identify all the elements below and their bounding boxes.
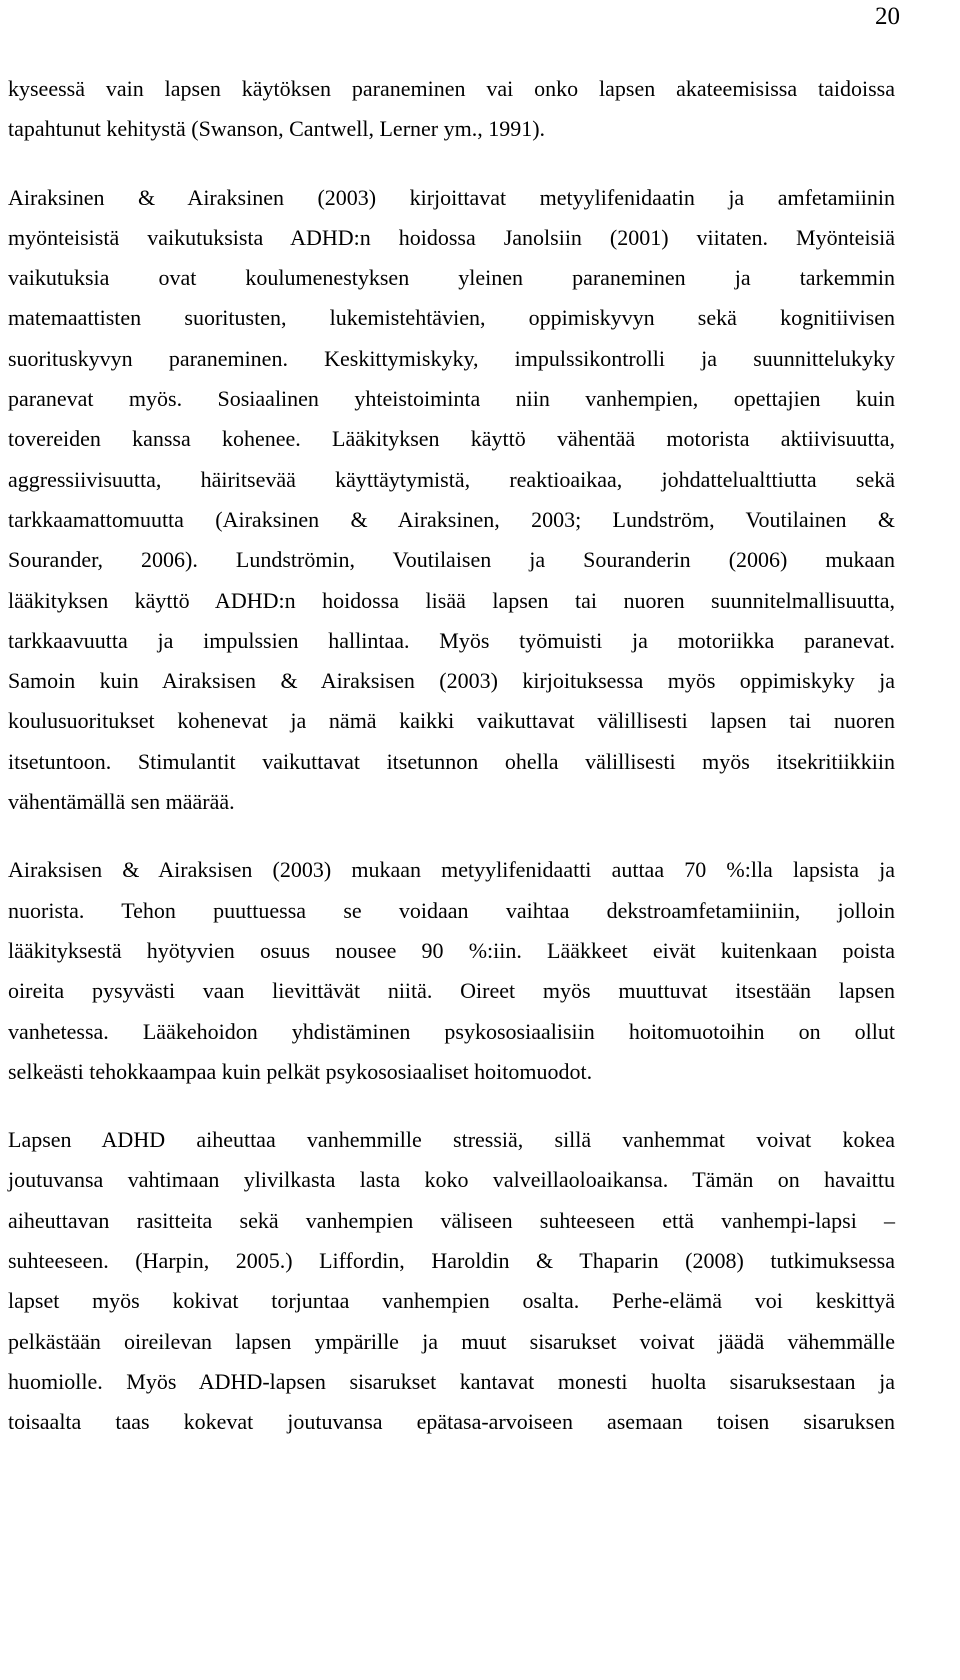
text-line: vanhetessa. Lääkehoidon yhdistäminen psykososiaalisiin hoitomuotoihin on ollut xyxy=(8,1018,895,1044)
text-line: lapset myös kokivat torjuntaa vanhempien osalta. Perhe-elämä voi keskittyä xyxy=(8,1288,895,1314)
text-line: Lapsen ADHD aiheuttaa vanhemmille stressiä, sillä vanhemmat voivat kokea xyxy=(8,1127,895,1153)
text-line: selkeästi tehokkaampaa kuin pelkät psykososiaaliset hoitomuodot. xyxy=(8,1058,593,1084)
paragraph-gap xyxy=(8,822,895,850)
paragraph xyxy=(8,178,895,823)
text-line: nuorista. Tehon puuttuessa se voidaan vaihtaa dekstroamfetamiiniin, jolloin xyxy=(8,897,895,923)
text-line: suhteeseen. (Harpin, 2005.) Liffordin, Haroldin & Thaparin (2008) tutkimuksessa xyxy=(8,1248,895,1274)
paragraph xyxy=(8,1120,895,1442)
body-text xyxy=(8,69,895,1443)
text-line: huomiolle. Myös ADHD-lapsen sisarukset kantavat monesti huolta sisaruksestaan ja xyxy=(8,1368,895,1394)
text-line: Samoin kuin Airaksisen & Airaksisen (2003) kirjoituksessa myös oppimiskyky ja xyxy=(8,668,895,694)
text-line: Airaksisen & Airaksisen (2003) mukaan metyylifenidaatti auttaa 70 %:lla lapsista ja xyxy=(8,857,895,883)
text-line: oireita pysyvästi vaan lievittävät niitä. Oireet myös muuttuvat itsestään lapsen xyxy=(8,978,895,1004)
text-line: tapahtunut kehitystä (Swanson, Cantwell, Lerner ym., 1991). xyxy=(8,116,546,142)
paragraph xyxy=(8,69,895,150)
text-line: vähentämällä sen määrää. xyxy=(8,789,235,815)
text-line: aiheuttavan rasitteita sekä vanhempien väliseen suhteeseen että vanhempi-lapsi – xyxy=(8,1207,895,1233)
text-line: tovereiden kanssa kohenee. Lääkityksen käyttö vähentää motorista aktiivisuutta, xyxy=(8,426,895,452)
text-line: Airaksinen & Airaksinen (2003) kirjoittavat metyylifenidaatin ja amfetamiinin xyxy=(8,184,895,210)
text-line: tarkkaavuutta ja impulssien hallintaa. Myös työmuisti ja motoriikka paranevat. xyxy=(8,627,895,653)
paragraph-gap xyxy=(8,150,895,178)
text-line: myönteisistä vaikutuksista ADHD:n hoidossa Janolsiin (2001) viitaten. Myönteisiä xyxy=(8,224,895,250)
text-line: paranevat myös. Sosiaalinen yhteistoiminta niin vanhempien, opettajien kuin xyxy=(8,386,895,412)
paragraph xyxy=(8,850,895,1092)
text-line: suorituskyvyn paraneminen. Keskittymiskyky, impulssikontrolli ja suunnittelukyky xyxy=(8,345,895,371)
text-line: tarkkaamattomuutta (Airaksinen & Airaksinen, 2003; Lundström, Voutilainen & xyxy=(8,506,895,532)
text-line: itsetuntoon. Stimulantit vaikuttavat itsetunnon ohella välillisesti myös itsekritiikkiin xyxy=(8,748,895,774)
text-line: toisaalta taas kokevat joutuvansa epätasa-arvoiseen asemaan toisen sisaruksen xyxy=(8,1409,895,1435)
page-number: 20 xyxy=(875,3,900,30)
text-line: lääkityksen käyttö ADHD:n hoidossa lisää lapsen tai nuoren suunnitelmallisuutta, xyxy=(8,587,895,613)
text-line: lääkityksestä hyötyvien osuus nousee 90 %:iin. Lääkkeet eivät kuitenkaan poista xyxy=(8,937,895,963)
text-line: vaikutuksia ovat koulumenestyksen yleinen paraneminen ja tarkemmin xyxy=(8,265,895,291)
text-line: joutuvansa vahtimaan ylivilkasta lasta koko valveillaoloaikansa. Tämän on havaittu xyxy=(8,1167,895,1193)
paragraph-gap xyxy=(8,1092,895,1120)
text-line: aggressiivisuutta, häiritsevää käyttäytymistä, reaktioaikaa, johdattelualttiutta sekä xyxy=(8,466,895,492)
text-line: koulusuoritukset kohenevat ja nämä kaikki vaikuttavat välillisesti lapsen tai nuoren xyxy=(8,708,895,734)
text-line: matemaattisten suoritusten, lukemistehtävien, oppimiskyvyn sekä kognitiivisen xyxy=(8,305,895,331)
text-line: pelkästään oireilevan lapsen ympärille ja muut sisarukset voivat jäädä vähemmälle xyxy=(8,1328,895,1354)
text-line: kyseessä vain lapsen käytöksen paraneminen vai onko lapsen akateemisissa taidoissa xyxy=(8,76,895,101)
text-line: Sourander, 2006). Lundströmin, Voutilaisen ja Souranderin (2006) mukaan xyxy=(8,547,895,573)
